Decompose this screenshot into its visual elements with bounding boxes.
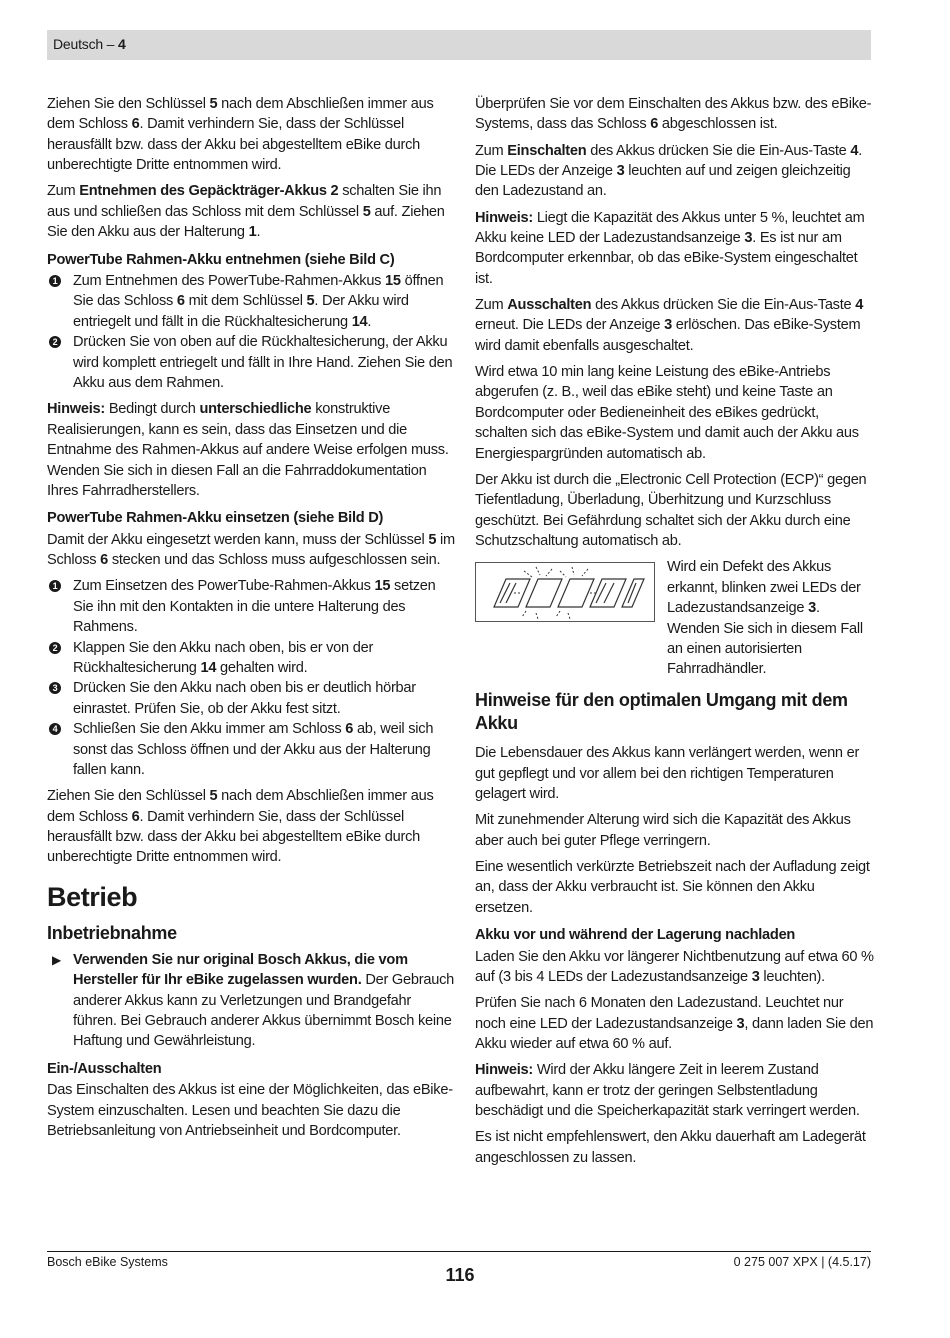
note-paragraph: Hinweis: Wird der Akku längere Zeit in leerem Zustand aufbewahrt, kann er trotz der geringen Selbstentladung beschädigt und die Speicherkapazität stark verringert werden. <box>475 1062 860 1119</box>
paragraph: Zum Entnehmen des Gepäckträger-Akkus 2 schalten Sie ihn aus und schließen das Schloss mit dem Schlüssel 5 auf. Ziehen Sie den Akku aus der Halterung 1. <box>47 183 445 241</box>
paragraph: Mit zunehmender Alterung wird sich die Kapazität des Akkus aber auch bei guter Pflege verringern. <box>475 812 851 849</box>
paragraph: Ziehen Sie den Schlüssel 5 nach dem Abschließen immer aus dem Schloss 6. Damit verhindern Sie, dass der Schlüssel herausfällt bzw. dass der Akku bei abgestelltem eBike durch unberechtigte Dritte entnommen wird. <box>47 96 434 174</box>
warning-item <box>47 950 457 1052</box>
paragraph: Wird etwa 10 min lang keine Leistung des eBike-Antriebs abgerufen (z. B., weil das eBike steht) und keine Taste an Bordcomputer oder Bedieneinheit des eBikes gedrückt, schalten sich das eBike-System und damit auch der Akku aus Energiespargründen automatisch ab. <box>475 364 859 462</box>
led-indicator-figure <box>475 562 655 622</box>
subheading: PowerTube Rahmen-Akku einsetzen (siehe Bild D) <box>47 510 384 527</box>
triangle-bullet-icon: ▶ <box>52 952 61 967</box>
list-item <box>47 576 457 637</box>
list-item-text: Zum Entnehmen des PowerTube-Rahmen-Akkus 15 öffnen Sie das Schloss 6 mit dem Schlüssel 5. Der Akku wird entriegelt und fällt in die Rückhaltesicherung 14. <box>73 273 444 330</box>
step-number-badge: 1 <box>49 275 61 287</box>
list-item <box>47 271 457 332</box>
paragraph: Der Akku ist durch die „Electronic Cell Protection (ECP)“ gegen Tiefentladung, Überladung, Überhitzung und Kurzschluss geschützt. Bei Gefährdung schaltet sich der Akku durch eine Schutzschaltung automatisch ab. <box>475 471 867 550</box>
page-number: 116 <box>445 1265 475 1285</box>
section-heading: Betrieb <box>47 881 138 912</box>
list-item <box>47 638 457 679</box>
subheading: Ein-/Ausschalten <box>47 1060 162 1077</box>
step-number-badge: 1 <box>49 580 61 592</box>
list-item <box>47 332 457 393</box>
numbered-list <box>47 271 457 393</box>
warning-text: Verwenden Sie nur original Bosch Akkus, die vom Hersteller für Ihr eBike zugelassen wurden. Der Gebrauch anderer Akkus kann zu Verletzungen und Brandgefahr führen. Bei Gebrauch anderer Akkus übernimmt Bosch keine Haftung und Gewährleistung. <box>73 951 454 1050</box>
footer-publisher: Bosch eBike Systems <box>47 1255 168 1269</box>
step-number-badge: 3 <box>49 682 61 694</box>
step-number-badge: 2 <box>49 642 61 654</box>
list-item <box>47 719 457 780</box>
list-item-text: Zum Einsetzen des PowerTube-Rahmen-Akkus 15 setzen Sie ihn mit den Kontakten in die untere Halterung des Rahmens. <box>73 578 436 636</box>
numbered-list <box>47 576 457 780</box>
page-header-bar <box>47 30 871 60</box>
paragraph: Das Einschalten des Akkus ist eine der Möglichkeiten, das eBike-System einzuschalten. Lesen und beachten Sie dazu die Betriebsanleitung von Antriebseinheit und Bordcomputer. <box>47 1082 453 1140</box>
list-item-text: Klappen Sie den Akku nach oben, bis er von der Rückhaltesicherung 14 gehalten wird. <box>73 639 374 676</box>
led-defect-block <box>475 557 875 679</box>
step-number-badge: 4 <box>49 723 61 735</box>
paragraph: Überprüfen Sie vor dem Einschalten des Akkus bzw. des eBike-Systems, dass das Schloss 6 abgeschlossen ist. <box>475 96 872 133</box>
footer-rule <box>47 1251 871 1252</box>
list-item <box>47 678 457 719</box>
paragraph: Laden Sie den Akku vor längerer Nichtbenutzung auf etwa 60 % auf (3 bis 4 LEDs der Ladezustandsanzeige 3 leuchten). <box>475 948 874 985</box>
list-item-text: Drücken Sie von oben auf die Rückhaltesicherung, der Akku wird komplett entriegelt und fällt in Ihre Hand. Ziehen Sie den Akku aus dem Rahmen. <box>73 334 453 392</box>
right-column <box>475 94 875 1174</box>
subheading: Akku vor und während der Lagerung nachladen <box>475 927 796 944</box>
header-label: Deutsch – 4 <box>53 36 126 52</box>
subsection-heading: Inbetriebnahme <box>47 922 177 943</box>
footer-doc-id: 0 275 007 XPX | (4.5.17) <box>733 1255 871 1269</box>
paragraph: Die Lebensdauer des Akkus kann verlängert werden, wenn er gut gepflegt und vor allem bei den richtigen Temperaturen gelagert wird. <box>475 745 860 803</box>
note-paragraph: Hinweis: Bedingt durch unterschiedliche konstruktive Realisierungen, kann es sein, dass das Einsetzen und die Entnahme des Rahmen-Akkus auf andere Weise erfolgen muss. Wenden Sie sich in diesen Fall an die Fahrraddokumentation Ihres Fahrradherstellers. <box>47 401 449 499</box>
paragraph: Prüfen Sie nach 6 Monaten den Ladezustand. Leuchtet nur noch eine LED der Ladezustandsanzeige 3, dann laden Sie den Akku wieder auf etwa 60 % auf. <box>475 995 874 1052</box>
paragraph: Zum Ausschalten des Akkus drücken Sie die Ein-Aus-Taste 4 erneut. Die LEDs der Anzeige 3 erlöschen. Das eBike-System wird damit ebenfalls ausgeschaltet. <box>475 297 864 354</box>
list-item-text: Schließen Sie den Akku immer am Schloss 6 ab, weil sich sonst das Schloss öffnen und der Akku aus der Halterung fallen kann. <box>73 721 434 778</box>
paragraph: Eine wesentlich verkürzte Betriebszeit nach der Aufladung zeigt an, dass der Akku verbraucht ist. Sie können den Akku ersetzen. <box>475 858 870 916</box>
paragraph: Damit der Akku eingesetzt werden kann, muss der Schlüssel 5 im Schloss 6 stecken und das Schloss muss aufgeschlossen sein. <box>47 531 455 569</box>
step-number-badge: 2 <box>49 336 61 348</box>
left-column <box>47 94 457 1147</box>
paragraph: Ziehen Sie den Schlüssel 5 nach dem Abschließen immer aus dem Schloss 6. Damit verhindern Sie, dass der Schlüssel herausfällt bzw. dass der Akku bei abgestelltem eBike durch unberechtigte Dritte entnommen wird. <box>47 788 434 866</box>
list-item-text: Drücken Sie den Akku nach oben bis er deutlich hörbar einrastet. Prüfen Sie, ob der Akku fest sitzt. <box>73 680 416 717</box>
note-paragraph: Hinweis: Liegt die Kapazität des Akkus unter 5 %, leuchtet am Akku keine LED der Ladezustandsanzeige 3. Es ist nur am Bordcomputer erkennbar, ob das eBike-System eingeschaltet ist. <box>475 209 865 287</box>
section-heading: Hinweise für den optimalen Umgang mit dem Akku <box>475 690 848 734</box>
paragraph: Zum Einschalten des Akkus drücken Sie die Ein-Aus-Taste 4. Die LEDs der Anzeige 3 leuchten auf und zeigen gleichzeitig den Ladezustand an. <box>475 142 863 200</box>
paragraph: Es ist nicht empfehlenswert, den Akku dauerhaft am Ladegerät angeschlossen zu lassen. <box>475 1129 866 1166</box>
subheading: PowerTube Rahmen-Akku entnehmen (siehe Bild C) <box>47 251 395 268</box>
led-defect-text: Wird ein Defekt des Akkus erkannt, blinken zwei LEDs der Ladezustandsanzeige 3. Wenden Sie sich in diesem Fall an einen autorisierten Fahrradhändler. <box>667 559 863 678</box>
blinking-leds-icon <box>476 563 656 623</box>
